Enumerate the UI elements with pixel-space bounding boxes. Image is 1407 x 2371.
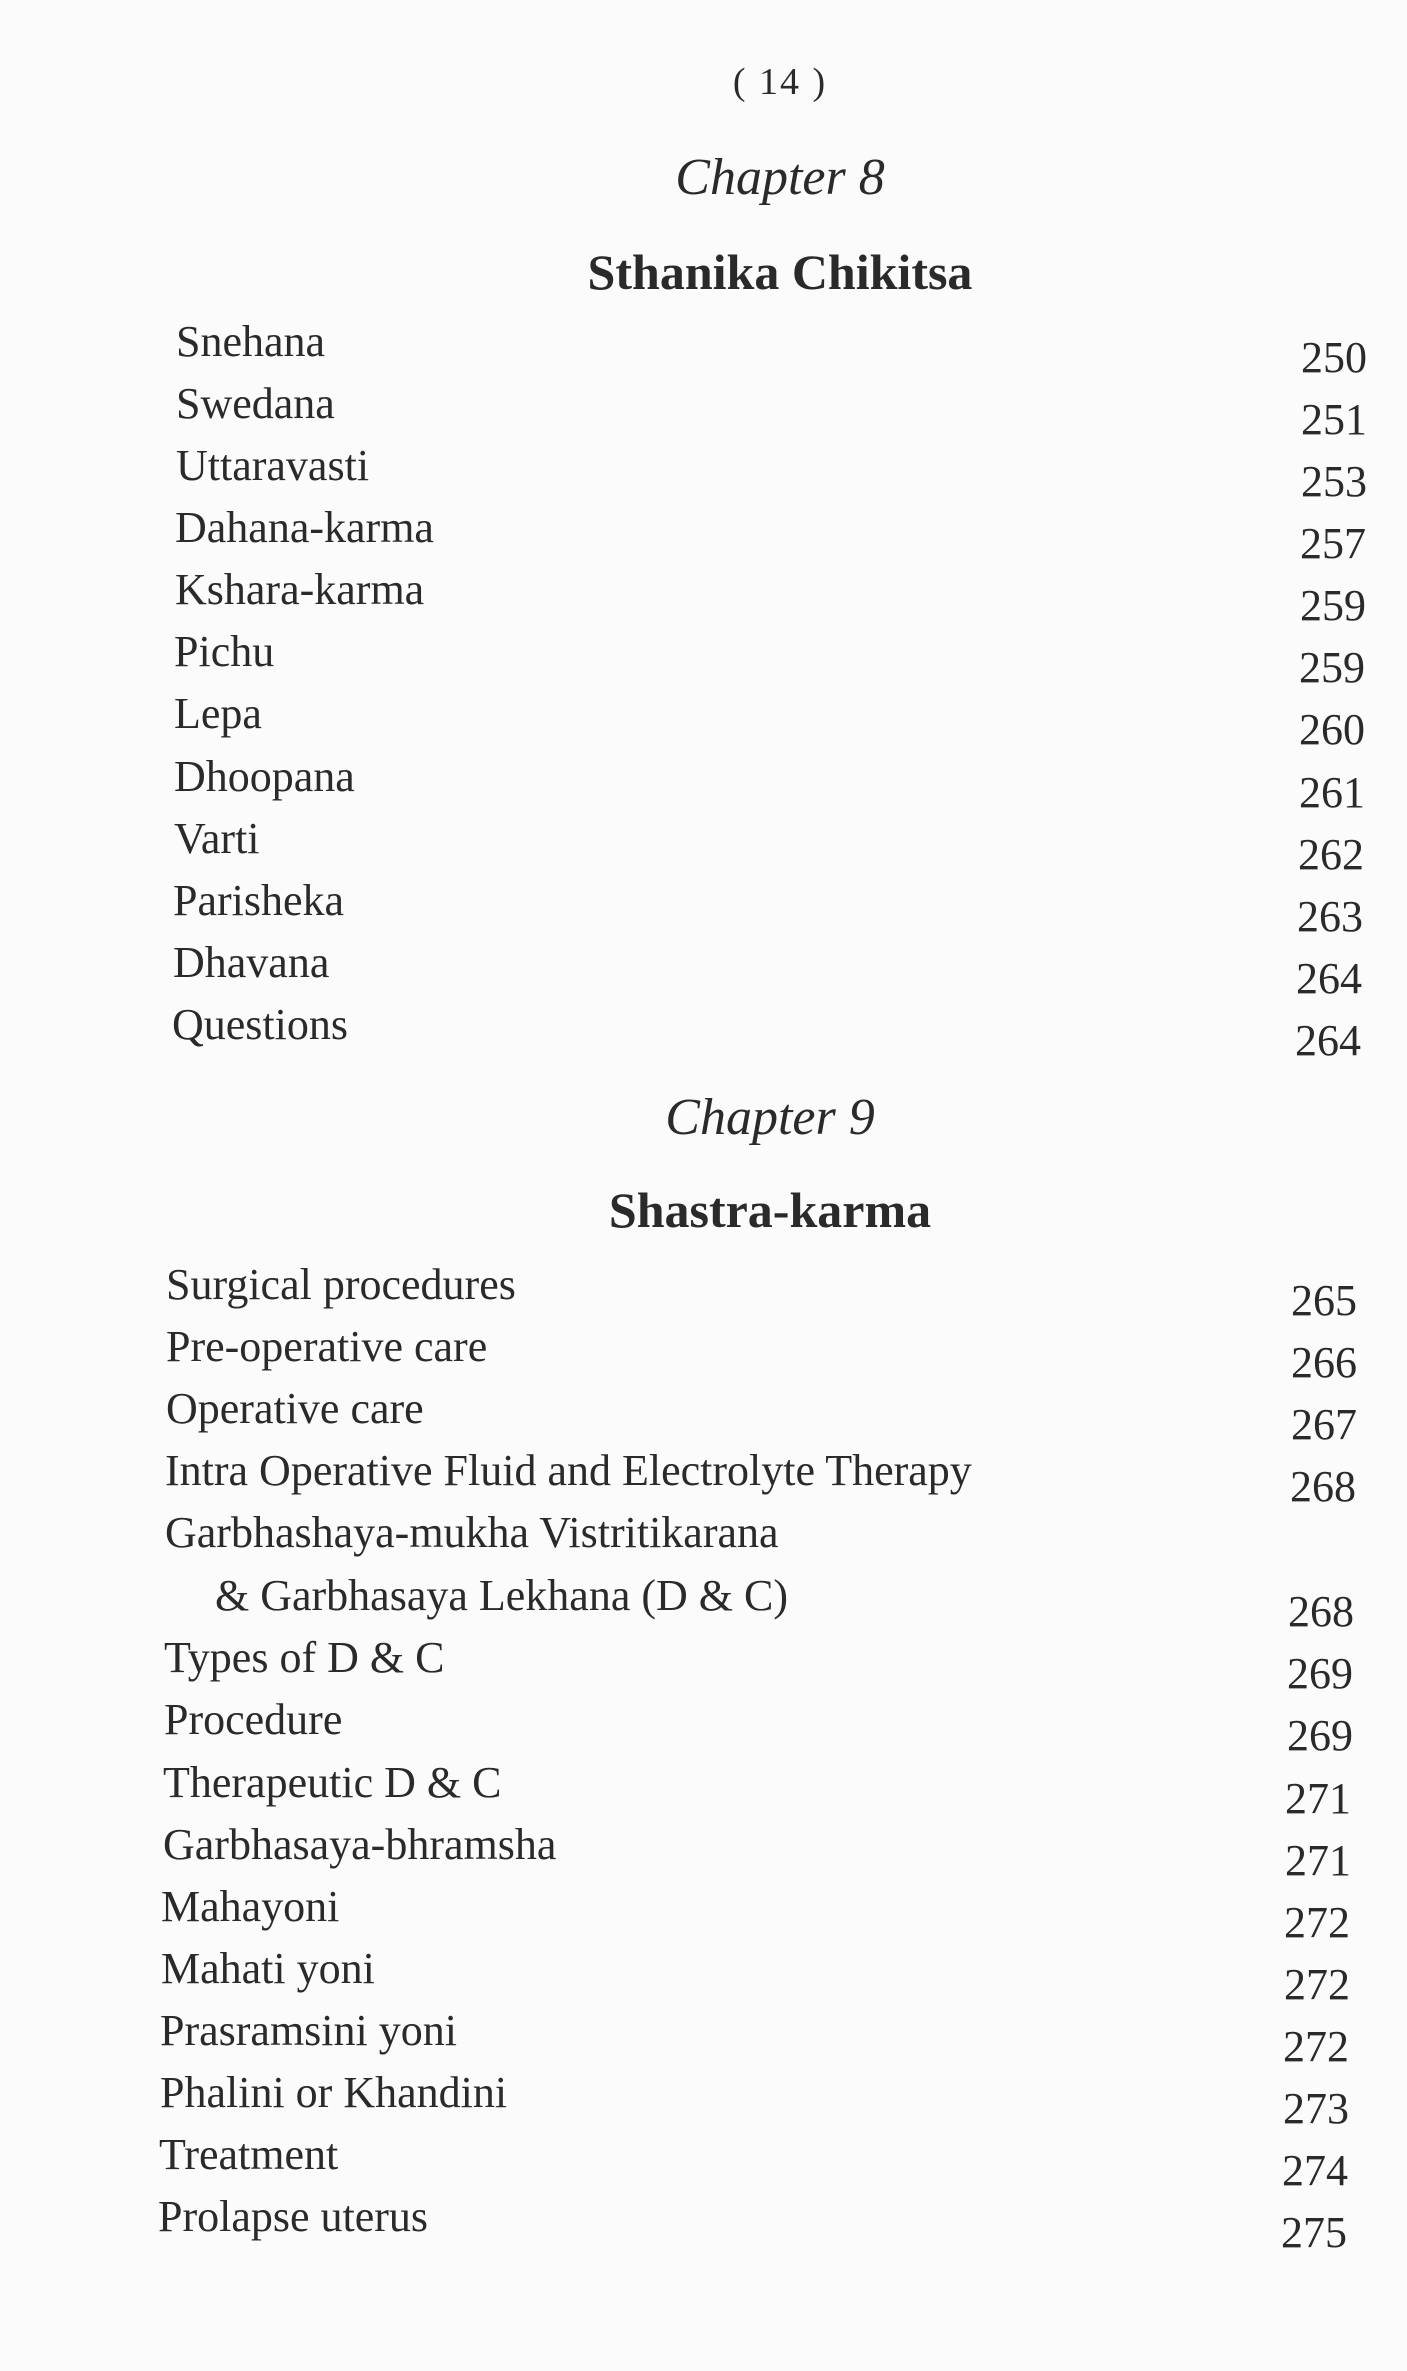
toc-entry-garbhasaya-lekhana[interactable]: & Garbhasaya Lekhana (D & C) [215, 1571, 789, 1620]
toc-page-intra-operative-fluid: 268 [1290, 1462, 1356, 1511]
toc-page-questions: 264 [1295, 1016, 1361, 1065]
toc-entry-garbhashaya-mukha[interactable]: Garbhashaya-mukha Vistritikarana [165, 1508, 779, 1557]
toc-page-operative-care: 267 [1291, 1400, 1357, 1449]
toc-page-mahayoni: 272 [1284, 1898, 1350, 1947]
toc-entry-dhavana[interactable]: Dhavana [173, 938, 330, 987]
toc-entry-garbhasaya-bhramsha[interactable]: Garbhasaya-bhramsha [163, 1820, 557, 1869]
toc-entry-surgical-procedures[interactable]: Surgical procedures [166, 1260, 516, 1309]
toc-entry-swedana[interactable]: Swedana [176, 379, 335, 428]
toc-entry-phalini-or-khandini[interactable]: Phalini or Khandini [160, 2068, 508, 2117]
toc-page-therapeutic-dc: 271 [1285, 1774, 1351, 1823]
toc-entry-treatment[interactable]: Treatment [159, 2130, 339, 2179]
toc-page-dhoopana: 261 [1299, 768, 1365, 817]
toc-entry-procedure[interactable]: Procedure [164, 1695, 343, 1744]
toc-page-phalini-or-khandini: 273 [1283, 2084, 1349, 2133]
toc-page-surgical-procedures: 265 [1291, 1276, 1357, 1325]
chapter-9-title: Shastra-karma [608, 1182, 932, 1238]
toc-page-mahati-yoni: 272 [1284, 1960, 1350, 2009]
toc-page-pichu: 259 [1299, 643, 1365, 692]
toc-page-procedure: 269 [1287, 1711, 1353, 1760]
chapter-9-label: Chapter 9 [665, 1089, 875, 1146]
toc-entry-varti[interactable]: Varti [174, 814, 260, 863]
toc-page-kshara-karma: 259 [1300, 581, 1366, 630]
toc-entry-mahati-yoni[interactable]: Mahati yoni [161, 1944, 375, 1993]
toc-entry-lepa[interactable]: Lepa [174, 689, 262, 738]
toc-page-pre-operative-care: 266 [1291, 1338, 1357, 1387]
toc-entry-therapeutic-dc[interactable]: Therapeutic D & C [163, 1758, 502, 1807]
toc-page-varti: 262 [1298, 830, 1364, 879]
toc-page-prolapse-uterus: 275 [1281, 2208, 1347, 2257]
toc-entry-dhoopana[interactable]: Dhoopana [174, 752, 355, 801]
toc-page-garbhasaya-lekhana: 268 [1288, 1587, 1354, 1636]
toc-page-dhavana: 264 [1296, 954, 1362, 1003]
toc-page-garbhasaya-bhramsha: 271 [1285, 1836, 1351, 1885]
toc-page-swedana: 251 [1301, 395, 1367, 444]
toc-page-snehana: 250 [1301, 333, 1367, 382]
chapter-8-label: Chapter 8 [675, 149, 885, 206]
toc-entry-kshara-karma[interactable]: Kshara-karma [175, 565, 425, 614]
toc-entry-operative-care[interactable]: Operative care [166, 1384, 424, 1433]
toc-entry-prolapse-uterus[interactable]: Prolapse uterus [158, 2192, 429, 2241]
toc-entry-pre-operative-care[interactable]: Pre-operative care [166, 1322, 488, 1371]
toc-entry-prasramsini-yoni[interactable]: Prasramsini yoni [160, 2006, 457, 2055]
toc-page-types-of-dc: 269 [1287, 1649, 1353, 1698]
toc-entry-questions[interactable]: Questions [172, 1000, 348, 1049]
chapter-8-title: Sthanika Chikitsa [587, 244, 973, 300]
toc-entry-mahayoni[interactable]: Mahayoni [161, 1882, 340, 1931]
toc-entry-parisheka[interactable]: Parisheka [173, 876, 345, 925]
toc-page-dahana-karma: 257 [1300, 519, 1366, 568]
page-number: ( 14 ) [732, 61, 828, 103]
toc-page-parisheka: 263 [1297, 892, 1363, 941]
toc-entry-uttaravasti[interactable]: Uttaravasti [176, 441, 370, 490]
toc-page-lepa: 260 [1299, 705, 1365, 754]
toc-page-prasramsini-yoni: 272 [1283, 2022, 1349, 2071]
toc-entry-types-of-dc[interactable]: Types of D & C [164, 1633, 445, 1682]
toc-entry-snehana[interactable]: Snehana [176, 317, 326, 366]
toc-entry-dahana-karma[interactable]: Dahana-karma [175, 503, 434, 552]
toc-entry-intra-operative-fluid[interactable]: Intra Operative Fluid and Electrolyte Therapy [165, 1446, 972, 1495]
toc-page-treatment: 274 [1282, 2146, 1348, 2195]
toc-page-uttaravasti: 253 [1301, 457, 1367, 506]
toc-entry-pichu[interactable]: Pichu [174, 627, 275, 676]
